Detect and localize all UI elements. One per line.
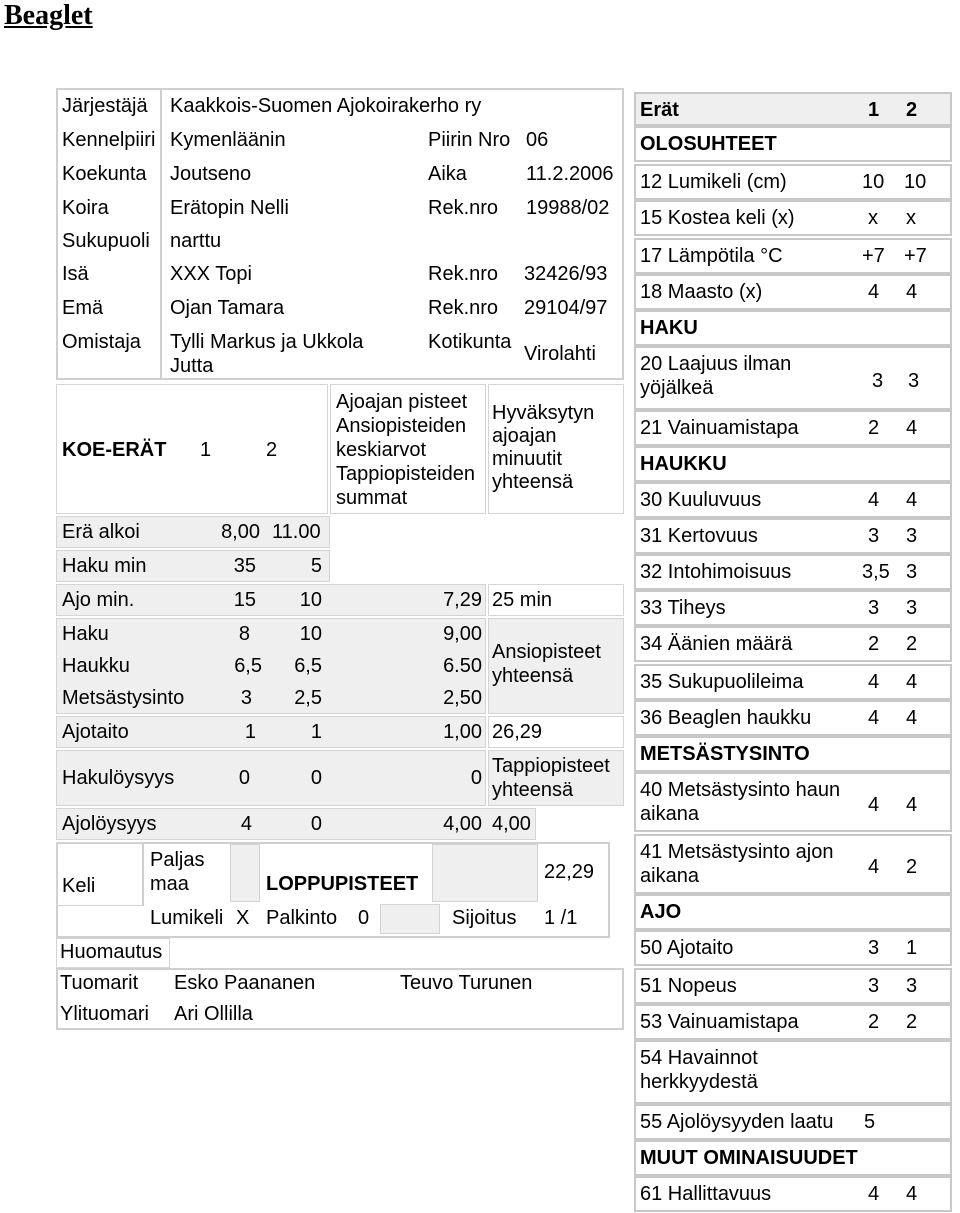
row-label: 12 Lumikeli (cm) — [640, 171, 787, 193]
right-row — [634, 274, 952, 310]
row-value-era1: 2 — [868, 417, 880, 439]
piirin-nro-label: Piirin Nro — [428, 129, 511, 151]
piirin-nro-value: 06 — [526, 129, 549, 151]
koe-row-label: Hakulöysyys — [62, 767, 175, 789]
koe-row-v2: 0 — [310, 813, 322, 835]
koe-row-v1: 35 — [233, 555, 256, 577]
koe-row-v1: 4 — [240, 813, 252, 835]
row-value-era2: 4 — [906, 794, 918, 816]
row-value-era2: 3 — [906, 597, 918, 619]
row-value-era2: 2 — [906, 633, 918, 655]
right-section-header — [634, 1140, 952, 1176]
erat-label: Erät — [640, 99, 679, 121]
tuomarit-label: Tuomarit — [60, 972, 139, 994]
row-value-era1: 4 — [868, 707, 880, 729]
palkinto-label: Palkinto — [266, 907, 338, 929]
kennelpiiri-label: Kennelpiiri — [62, 129, 156, 151]
row-value-era1: 3 — [868, 597, 880, 619]
koira-rek-label: Rek.nro — [428, 197, 499, 219]
row-label: 18 Maasto (x) — [640, 281, 763, 303]
right-row — [634, 700, 952, 736]
koekunta-value: Joutseno — [170, 163, 252, 185]
isa-rek-label: Rek.nro — [428, 263, 499, 285]
right-row — [634, 482, 952, 518]
avg-header: Ajoajan pisteet Ansiopisteiden keskiarvot Tappiopisteiden summat — [336, 391, 475, 509]
ema-value: Ojan Tamara — [170, 297, 285, 319]
row-label: 41 Metsästysinto ajon aikana — [640, 841, 834, 887]
kotikunta-label: Kotikunta — [428, 331, 512, 353]
tuomari1-value: Esko Paananen — [174, 972, 316, 994]
right-row — [634, 930, 952, 966]
right-row — [634, 834, 952, 894]
row-value-era1: 2 — [868, 1011, 880, 1033]
section-title: METSÄSTYSINTO — [640, 743, 810, 765]
row-value-era1: +7 — [862, 245, 885, 267]
row-value-era1: 3,5 — [862, 561, 890, 583]
koe-row-v2: 5 — [310, 555, 322, 577]
koe-row-label: Ajotaito — [62, 721, 129, 743]
right-section-header — [634, 310, 952, 346]
page-title[interactable]: Beaglet — [4, 0, 93, 31]
koe-row-label: Haukku — [62, 655, 130, 677]
koe-row-v1: 8,00 — [221, 521, 260, 543]
row-label: 30 Kuuluvuus — [640, 489, 762, 511]
row-label: 33 Tiheys — [640, 597, 726, 619]
row-label: 54 Havainnot herkkyydestä — [640, 1047, 758, 1093]
row-value-era2: 10 — [904, 171, 927, 193]
row-value-era1: 3 — [868, 525, 880, 547]
row-value-era2: x — [906, 207, 916, 229]
row-label: 21 Vainuamistapa — [640, 417, 799, 439]
row-value-era2: 4 — [906, 1183, 918, 1205]
right-row — [634, 968, 952, 1004]
koekunta-label: Koekunta — [62, 163, 147, 185]
koe-row-extra: 4,00 — [492, 813, 531, 835]
row-label: 20 Laajuus ilman yöjälkeä — [640, 353, 792, 399]
row-value-era1: x — [868, 207, 878, 229]
right-row — [634, 518, 952, 554]
tappiopisteet-label: Tappiopisteet yhteensä — [492, 755, 610, 801]
row-label: 35 Sukupuolileima — [640, 671, 804, 693]
koe-era2-header: 2 — [266, 439, 278, 461]
row-value-era2: 3 — [906, 525, 918, 547]
omistaja-label: Omistaja — [62, 331, 141, 353]
row-value-era2: 2 — [906, 1011, 918, 1033]
ema-label: Emä — [62, 297, 104, 319]
koe-row-label: Metsästysinto — [62, 687, 185, 709]
koe-row-avg: 1,00 — [443, 721, 482, 743]
koe-row-v1: 0 — [238, 767, 250, 789]
right-row — [634, 554, 952, 590]
right-row — [634, 1004, 952, 1040]
section-title: HAUKKU — [640, 453, 727, 475]
right-row — [634, 410, 952, 446]
koira-value: Erätopin Nelli — [170, 197, 289, 219]
isa-rek-value: 32426/93 — [524, 263, 608, 285]
paljas-maa-box — [230, 844, 260, 902]
row-value-era2: 3 — [906, 975, 918, 997]
koe-row-v2: 1 — [310, 721, 322, 743]
row-value-era1: 5 — [864, 1111, 876, 1133]
koe-row-v2: 6,5 — [294, 655, 322, 677]
row-label: 50 Ajotaito — [640, 937, 734, 959]
right-row — [634, 590, 952, 626]
row-value-era1: 3 — [868, 975, 880, 997]
row-value-era1: 10 — [862, 171, 885, 193]
row-label: 15 Kostea keli (x) — [640, 207, 795, 229]
paljas-maa-label: Paljas maa — [150, 849, 205, 895]
right-row — [634, 238, 952, 274]
koe-row-v1: 15 — [233, 589, 256, 611]
koe-row-label: Haku min — [62, 555, 147, 577]
loppupisteet-value: 22,29 — [544, 861, 595, 883]
omistaja-value: Tylli Markus ja Ukkola Jutta — [170, 331, 364, 377]
row-label: 55 Ajolöysyyden laatu — [640, 1111, 834, 1133]
right-row — [634, 1176, 952, 1212]
right-section-header — [634, 126, 952, 162]
aika-label: Aika — [428, 163, 467, 185]
keli-label: Keli — [62, 875, 96, 897]
row-value-era2: 4 — [906, 417, 918, 439]
section-title: MUUT OMINAISUUDET — [640, 1147, 858, 1169]
ylituomari-value: Ari Ollilla — [174, 1003, 253, 1025]
row-value-era2: 3 — [906, 561, 918, 583]
row-value-era1: 4 — [868, 489, 880, 511]
koe-row-label: Ajo min. — [62, 589, 135, 611]
isa-value: XXX Topi — [170, 263, 252, 285]
row-label: 36 Beaglen haukku — [640, 707, 812, 729]
row-label: 32 Intohimoisuus — [640, 561, 792, 583]
right-header-row — [634, 92, 952, 126]
right-row — [634, 772, 952, 832]
tuomari2-value: Teuvo Turunen — [400, 972, 533, 994]
koe-row-label: Erä alkoi — [62, 521, 140, 543]
koe-row-v1: 8 — [238, 623, 250, 645]
sukupuoli-label: Sukupuoli — [62, 230, 150, 252]
kotikunta-value: Virolahti — [524, 343, 596, 365]
palkinto-box — [380, 904, 440, 934]
row-value-era1: 4 — [868, 671, 880, 693]
koe-row-v2: 10 — [299, 623, 322, 645]
koe-row-extra: 26,29 — [492, 721, 543, 743]
row-value-era2: 2 — [906, 856, 918, 878]
aika-value: 11.2.2006 — [526, 163, 614, 185]
sukupuoli-value: narttu — [170, 230, 222, 252]
koe-row-v1: 3 — [240, 687, 252, 709]
koe-row-avg: 7,29 — [443, 589, 482, 611]
right-section-header — [634, 446, 952, 482]
row-label: 61 Hallittavuus — [640, 1183, 772, 1205]
right-section-header — [634, 736, 952, 772]
palkinto-value: 0 — [358, 907, 370, 929]
koe-row-avg: 2,50 — [443, 687, 482, 709]
koe-row-v2: 2,5 — [294, 687, 322, 709]
sijoitus-label: Sijoitus — [452, 907, 517, 929]
row-value-era2: 1 — [906, 937, 918, 959]
loppupisteet-label: LOPPUPISTEET — [266, 873, 419, 895]
row-value-era1: 4 — [868, 856, 880, 878]
row-label: 40 Metsästysinto haun aikana — [640, 779, 841, 825]
sijoitus-value: 1 /1 — [544, 907, 578, 929]
koe-row-avg: 4,00 — [443, 813, 482, 835]
koe-row-label: Ajolöysyys — [62, 813, 157, 835]
row-value-era2: 4 — [906, 671, 918, 693]
right-row — [634, 346, 952, 410]
koe-row-v2: 10 — [299, 589, 322, 611]
row-label: 31 Kertovuus — [640, 525, 758, 547]
right-row — [634, 626, 952, 662]
erat-h2: 2 — [906, 99, 918, 121]
kennelpiiri-value: Kymenläänin — [170, 129, 286, 151]
row-label: 53 Vainuamistapa — [640, 1011, 799, 1033]
koe-row-v1: 6,5 — [234, 655, 262, 677]
row-value-era2: 4 — [906, 707, 918, 729]
lumikeli-value: X — [236, 907, 250, 929]
ema-rek-label: Rek.nro — [428, 297, 499, 319]
right-row — [634, 1104, 952, 1140]
koe-row-avg: 6.50 — [443, 655, 482, 677]
isa-label: Isä — [62, 263, 89, 285]
right-row — [634, 200, 952, 236]
row-label: 51 Nopeus — [640, 975, 737, 997]
right-row — [634, 664, 952, 700]
koe-row-label: Haku — [62, 623, 109, 645]
right-row — [634, 1040, 952, 1104]
koe-row-avg: 9,00 — [443, 623, 482, 645]
koe-row-extra: 25 min — [492, 589, 553, 611]
koe-row-avg: 0 — [470, 767, 482, 789]
erat-h1: 1 — [868, 99, 880, 121]
koe-row-v1: 1 — [244, 721, 256, 743]
koe-erat-header: KOE-ERÄT — [62, 439, 167, 461]
right-section-header — [634, 894, 952, 930]
row-label: 34 Äänien määrä — [640, 633, 793, 655]
ansiopisteet-label: Ansiopisteet yhteensä — [492, 641, 601, 687]
row-value-era2: 4 — [906, 281, 918, 303]
ema-rek-value: 29104/97 — [524, 297, 608, 319]
jarjestaja-label: Järjestäjä — [62, 95, 148, 117]
loppupisteet-box — [432, 844, 538, 902]
koe-era1-header: 1 — [200, 439, 212, 461]
jarjestaja-value: Kaakkois-Suomen Ajokoirakerho ry — [170, 95, 482, 117]
section-title: AJO — [640, 901, 682, 923]
row-value-era1: 3 — [872, 370, 884, 392]
koe-row-v2: 0 — [310, 767, 322, 789]
row-value-era1: 3 — [868, 937, 880, 959]
section-title: HAKU — [640, 317, 698, 339]
right-row — [634, 164, 952, 200]
row-value-era2: +7 — [904, 245, 927, 267]
koe-row-v2: 11.00 — [272, 521, 321, 543]
row-value-era2: 3 — [908, 370, 920, 392]
row-label: 17 Lämpötila °C — [640, 245, 783, 267]
lumikeli-label: Lumikeli — [150, 907, 224, 929]
row-value-era2: 4 — [906, 489, 918, 511]
row-value-era1: 4 — [868, 281, 880, 303]
hyvaksytty-header: Hyväksytyn ajoajan minuutit yhteensä — [492, 402, 595, 493]
row-value-era1: 2 — [868, 633, 880, 655]
ylituomari-label: Ylituomari — [60, 1003, 149, 1025]
koira-rek-value: 19988/02 — [526, 197, 610, 219]
row-value-era1: 4 — [868, 794, 880, 816]
huomautus-label: Huomautus — [60, 941, 163, 963]
row-value-era1: 4 — [868, 1183, 880, 1205]
koira-label: Koira — [62, 197, 109, 219]
section-title: OLOSUHTEET — [640, 133, 777, 155]
